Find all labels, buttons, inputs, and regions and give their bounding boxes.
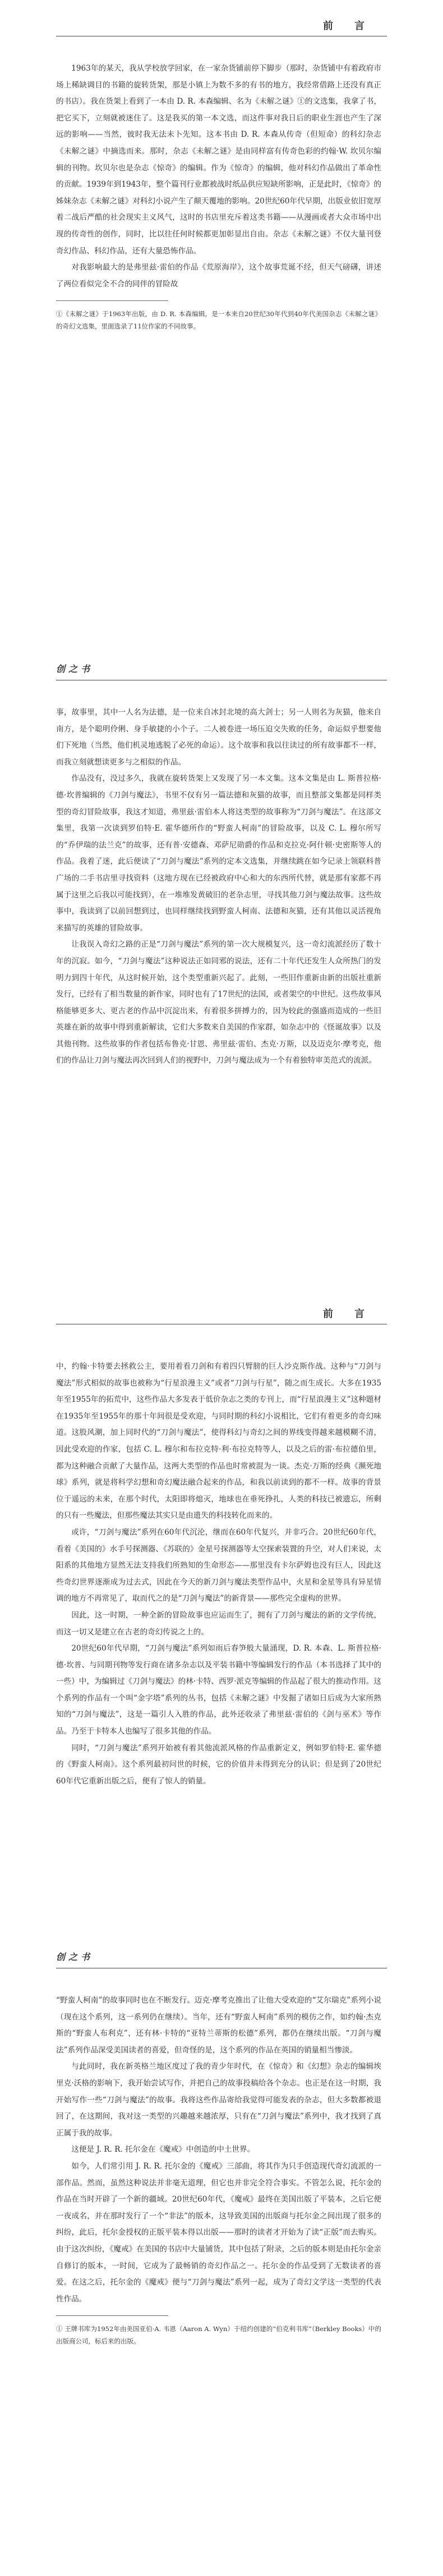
book-page-4	[0, 1932, 443, 2576]
body-paragraph: 同时，“刀剑与魔法”系列开始被有着其他流派风格的作品重新定义，例如罗伯特·E. 霍华德的《野蛮人柯南》。这个系列最初问世的时候，它的价值并未得到充分的认识；但是到了20世纪60年代它重新出版之后，便有了惊人的销量。	[56, 1743, 381, 1786]
book-page-3	[0, 1288, 443, 1932]
body-paragraph: 事，故事里，其中一人名为法德，是一位来自冰封北境的高大剑士；另一人则名为灰猫，他来自南方，是个聪明伶俐、身手敏捷的小个子。二人被卷进一场压迫交失败的任务，命运似乎想要他们下死地（当然，他们机灵地逃脱了必死的命运）。这个故事和我以往读过的所有故事都不一样，而我立刻就想读更多与之相似的作品。	[56, 708, 381, 767]
page-header-series: 创之书	[56, 1952, 94, 1962]
body-paragraph: 1963年的某天，我从学校放学回家，在一家杂货铺前停下脚步（那时，杂货铺中有着政府市场上稀缺调目的书籍的旋转货架，那是小镇上为数不多的有书的地方，我经常借路上还没有真正的书店）。我在货架上看到了一本由 D. R. 本森编辑、名为《未解之谜》①的文选集，我拿了书，把它买下，立刻就被迷住了。这是我买的第一本文选，而这件事对我日后的职业生涯也产生了深远的影响——当然，彼时我无法未卜先知。这本书由 D. R. 本森从传奇（但短命）的科幻杂志《未解之谜》中摘选而来。那时，杂志《未解之谜》是由同样富有传奇色彩的约翰·W. 坎贝尔编辑的刊物。坎贝尔也是杂志《惊奇》的编辑。作为《惊奇》的编辑，他对科幻作品做出了革命性的贡献。1939年到1943年，整个篇刊行业都被战时纸品供应短缺所影响，正是此时，《惊奇》的姊妹杂志《未解之谜》对科幻小说产生了颠天覆地的影响。20世纪60年代早期，出版业依旧宽厚着二战后严酷的社会现实主义风气，这时的书店里充斥着这类书籍——从漫画或者大众市场中出现的传奇性的创作，同时，比以往任何时候都更加彰显出自由。杂志《未解之谜》不仅大量刊登奇幻作品、科幻作品，还有大量恐怖作品。	[56, 64, 381, 256]
page-body	[56, 1359, 381, 1790]
page-header-series: 创之书	[56, 664, 94, 674]
body-paragraph: 20世纪60年代早期，“刀剑与魔法”系列如雨后春笋般大量涌现，D. R. 本森、L. 斯普拉格·德·坎普、与同期刊物等发行商在诸多杂志以及平装书籍中等编辑发行的作品（本书选择了其中的一些）中，为编辑过《刀剑与魔法》的林·卡特、西罗·派克等编辑的作品起了很大的推动作用。这个系列的作品有一个叫“金字塔”系列的丛书，包括《未解之谜》中发掘了诸如日后成为大家所熟知的“刀剑与魔法”，这是一篇引人入胜的作品，此外还收录了弗里兹·雷伯的《剑与巫术》等作品。乃至于卡特本人也编写了很多其他的作品。	[56, 1644, 381, 1736]
body-paragraph: 中，约翰·卡特要去拯救公主，要用着看刀剑和有着四只臂膀的巨人沙克斯作战。这种与“刀剑与魔法”形式相似的故事也被称为“行星浪漫主义”或者“刀剑与行星”，随之而生成长。大多在1935年至1955年的拓荒中，这些作品大多发表于低价杂志之类的专刊上，而“行星浪漫主义”这种题材在1935年至1955年的那十年间很是受欢迎，与同时期的科幻小说相比，它们有着更多的奇幻味道。这股风潮，加上同时代的“刀剑与魔法”，使得科幻与奇幻之间的界线变得越来越模糊不清，因此受欢迎的作家，包括 C. L. 穆尔和布拉克特·利·布拉克特等人，以及之后的雷·布拉德伯里，都为这种融合贡献了大量作品，这两大类型的作品也时常被混为一谈。杰克·万斯的经典《濒死地球》系列，就是将科学幻想和奇幻魔法融合起来的作品，和我以前读到的都不一样。故事的背景位于遥远的未来，在那个时代，太阳即将熄灭，地球也在垂死挣扎，人类的科技已被遗忘，所剩的只有一些魔法，但那些魔法其实只是由遗失的科技转化而来的。	[56, 1362, 381, 1521]
footnote-divider	[56, 300, 168, 301]
body-paragraph: 因此，这一时期，一种全新的冒险故事也应运而生了，拥有了刀剑与魔法的新的文学传统，而这一切又是建立在古老的奇幻传说之上的。	[56, 1610, 381, 1637]
body-paragraph: 或许，“刀剑与魔法”系列在60年代沉沦，继而在60年代复兴，并非巧合。20世纪60年代，看着《美国的》水手号探测器、《苏联的》金星号探测器等太空探索装置的升空，对人们来说，太阳系的其他地方显然无法支持我们所熟知的生命形态——那里没有卡尔萨姆也没有巨人，因此这些奇幻世界逐渐成为过去式，因此在今天的新刀剑与魔法类型作品中，火星和金星等具有异星情调的地方不再常见了，取而代之的是“刀剑与魔法”的新背景——那些完全虚构的世界。	[56, 1527, 381, 1604]
body-paragraph: 与此同时，我在新英格兰地区度过了我的青少年时代，在《惊奇》和《幻想》杂志的编辑埃里克·沃格的影响下，我开始尝试写作，并把自己的故事投稿给各个杂志。也正是在这一时期，我开始写作一些“刀剑与魔法”的故事。我将这些作品寄给我觉得可能发表的杂志，但大多数都被退回了，在这期间，我对这一类型的兴趣越来越浓厚，只有在“刀剑与魔法”系列中，我才找到了真正属于我的故事。	[56, 2062, 381, 2138]
footnote: ① 王牌书库为1952年由美国亚伯·A. 韦恩（Aaron A. Wyn）于纽约创建的“伯克利书库”（Berkley Books）中的出版商公司，标后来的出版。	[56, 2325, 381, 2346]
book-page-1	[0, 0, 443, 644]
body-paragraph: 作品没有，没过多久，我就在旋转货架上又发现了另一本文集。这本文集是由 L. 斯普拉格·德·坎普编辑的《刀剑与魔法》，书里不仅有另一篇法德和灰猫的故事，而且整部文集都是同样类型的奇幻冒险故事，我这才知道，弗里兹·雷伯本人将这类型的故事称为“刀剑与魔法”。在这部文集里，我第一次读到罗伯特·E. 霍华德所作的“野蛮人柯南”的冒险故事，以及 C. L. 穆尔所写的“乔伊瑞的法兰克”的故事，还有普·安德森、邓萨尼勋爵的作品和克拉克·阿什顿·史密斯等人的作品。我着了迷，此后便读了“刀剑与魔法”系列的定本文选集，并继续跳在如今记录上领联科普广场的二手书店里寻找资料（这地方现在已经被政府中心和大的东西所代替，就是那有家都不再属于这里之后我以可能找到），在一堆堆发黄破旧的老杂志里，寻找其他刀剑与魔法故事。这些故事中，我读到了以前回想到过，也同样继续找到野蛮人柯南、法德和灰猫，还有其他以灵活视角来描写的英雄的冒险故事。	[56, 774, 381, 933]
body-paragraph: 如今，人们常引用 J. R. R. 托尔金的《魔戒》三部曲，将其作为只手创造现代奇幻流派的一部作品。然而，虽然这种说法并非毫无道理，但它也并非完全符合事实。不管怎么说，托尔金的作品在当时开辟了一个新的疆域。20世纪60年代，《魔戒》最终在美国出版了平装本，之后它便一夜成名，并在那时发行了一个“非法”的版本，这导致美国的出版商与托尔金之间出现了很多的纠纷，此后，托尔金授权的正版平装本得以出版——那时的读者才开始为了读“正版”而去购买。由于这次纠纷，《魔戒》在美国的书店中大量铺货，其中包括了附录，之后的版本则是由托尔金亲自修订的版本，一时间，它成为了最畅销的奇幻作品之一。托尔金的作品受到了无数读者的喜爱。在这之后，托尔金的《魔戒》便与“刀剑与魔法”系列一起，成为了奇幻文学这一类型的代表性作品。	[56, 2161, 381, 2304]
page-header-title: 前 言	[323, 1308, 370, 1320]
page-body	[56, 705, 381, 1069]
page-body	[56, 1993, 381, 2347]
page-header-title: 前 言	[323, 20, 370, 32]
body-paragraph: 这便是 J. R. R. 托尔金在《魔戒》中创造的中土世界。	[71, 2145, 255, 2155]
footnote: ①《未解之谜》于1963年出版，由 D. R. 本森编辑，是一本来自20世纪30年代到40年代美国杂志《未解之谜》的奇幻文选集，里面选录了11位作家的不同故事。	[56, 310, 381, 331]
body-paragraph: “野蛮人柯南”的故事同时也在不断发行。迈克·摩考克推出了让他大受欢迎的“艾尔瑞克”系列小说（现在这个系列，这一系列仍在继续）。当年，还有“野蛮人柯南”系列的模仿之作，如约翰·杰克斯的“野蛮人布利克”，还有林·卡特的“亚特兰蒂斯的松德”系列，都仍在继续出版。“刀剑与魔法”系列作品深受美国读者的喜爱，但奇怪的是，这个系列的作品在英国的销量相当惨淡。	[56, 1996, 381, 2055]
footnote-divider	[56, 2315, 168, 2316]
page-body	[56, 61, 381, 332]
body-paragraph: 对我影响最大的是弗里兹·雷伯的作品《荒原海岸》，这个故事荒诞不经，但天气磅礴，讲述了两位看似完全不合的同伴的冒险故	[56, 263, 381, 289]
body-paragraph: 让我误入奇幻之路的正是“刀剑与魔法”系列的第一次大规模复兴，这一奇幻流派经历了数十年的沉寂。如今，“刀剑与魔法”这种说法正如同邪的说法，还有二十年代还发生人众所热门的发明力到四十年代，从这时候开始，这个类型重新兴起了。此刻，一些旧作重新由新的出版社重新发行，已经有了相当数量的新作家，同时也有了17世纪的法国，或者架空的中世纪。这些故事风格能够更多大、更古老的作品中沉淀出来，有着很多拼搏力的，因为较此的强盛而造成的一些旧英雄在新的故事中得到重新解读，它们大多数来自美国的作家群，如杂志中的《怪诞故事》以及其他刊物。这些故事的作者包括布鲁克·甘恩、弗里兹·雷伯、杰克·万斯，以及迈克尔·摩考克，他们的作品让刀剑与魔法再次回到人们的视野中，刀剑与魔法成为一个有着独特审美范式的流派。	[56, 940, 381, 1065]
book-page-2	[0, 644, 443, 1288]
